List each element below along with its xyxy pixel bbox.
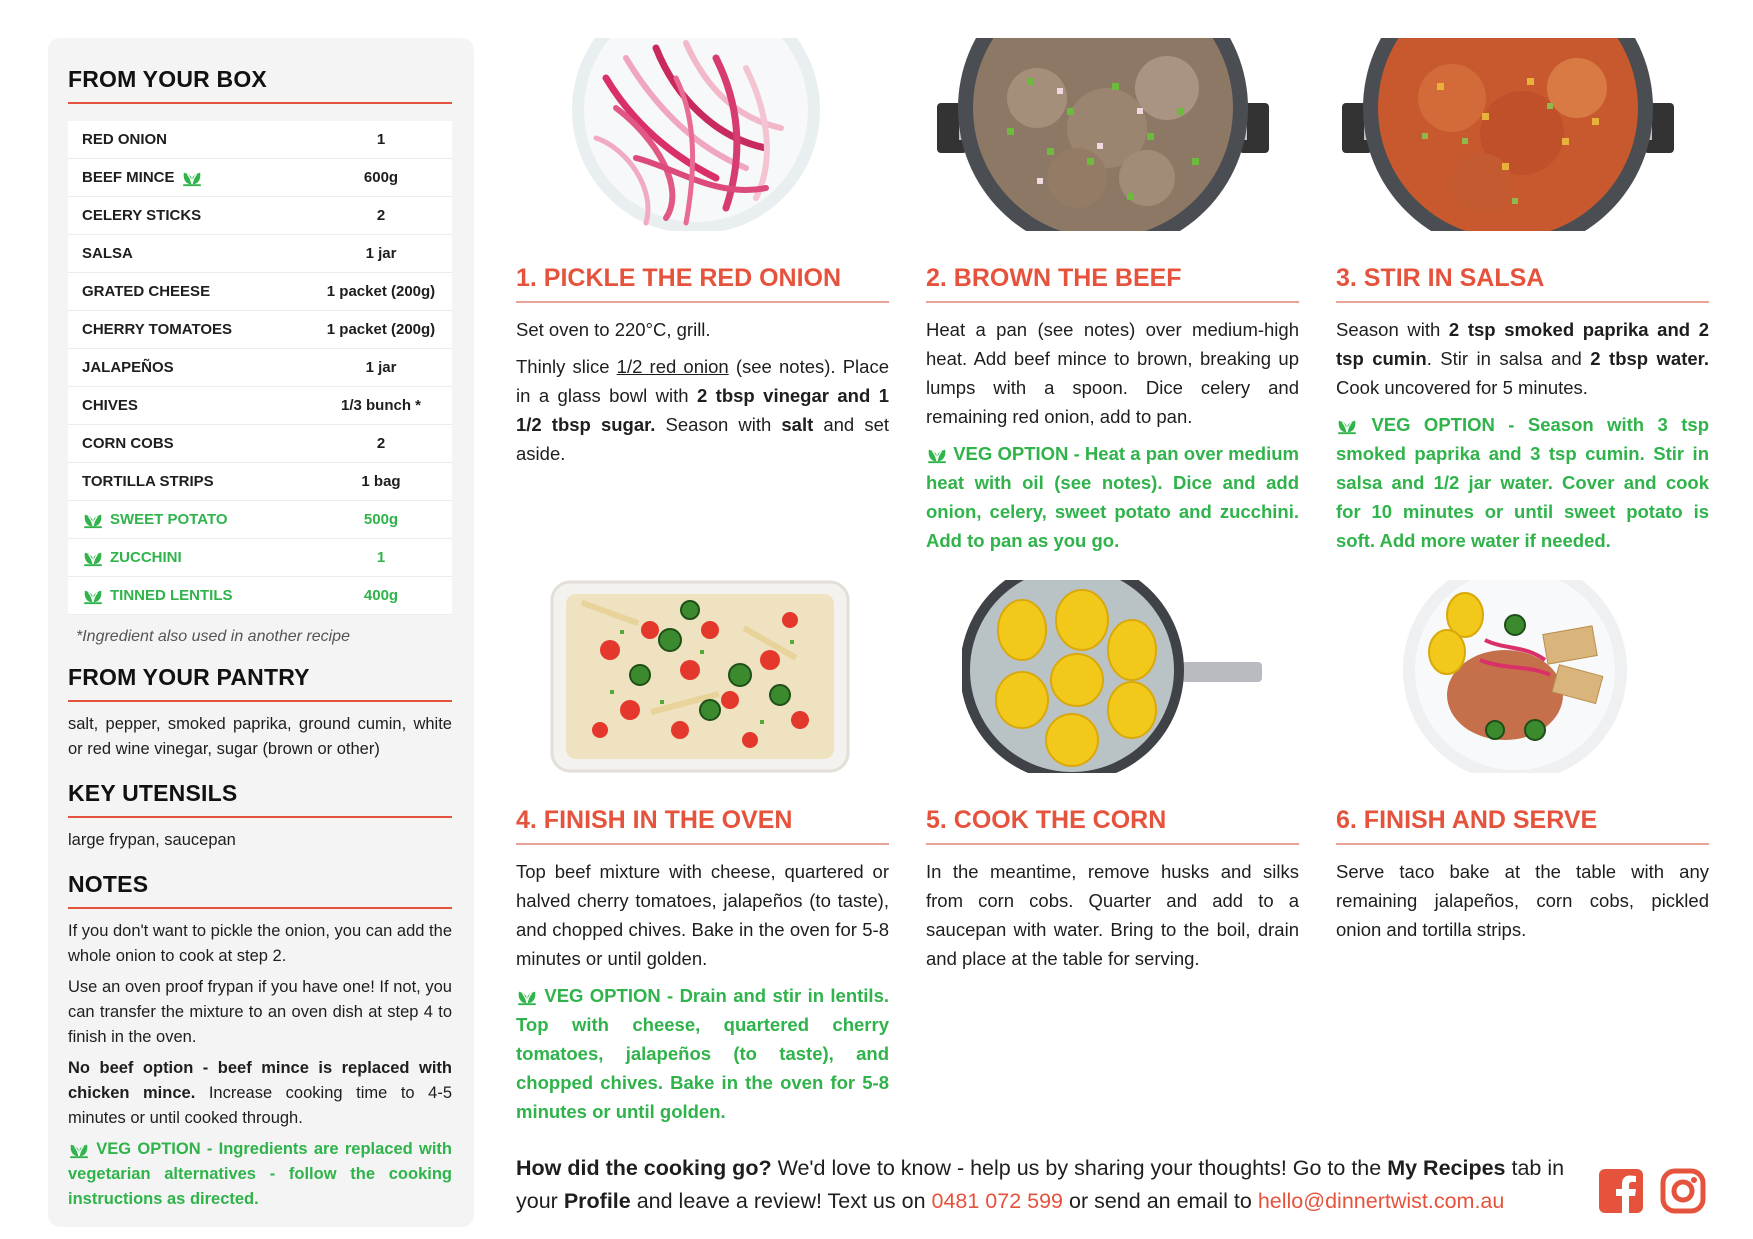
ingredient-qty: 1/3 bunch * [340, 397, 422, 414]
ingredients-sidebar [48, 38, 474, 1227]
box-heading: FROM YOUR BOX [68, 66, 452, 104]
ingredient-qty: 1 packet (200g) [326, 321, 436, 338]
ingredient-qty: 1 jar [365, 359, 397, 376]
step-1-bold-2: salt [781, 414, 814, 435]
ingredient-row [68, 159, 452, 197]
ingredient-qty: 1 [376, 549, 386, 566]
step-5-text: In the meantime, remove husks and silks from corn cobs. Quarter and add to a saucepan with water. Bring to the boil, drain and place at the table for serving. [926, 861, 1299, 969]
ingredient-qty: 1 jar [365, 245, 397, 262]
step-2-veg [926, 439, 1299, 555]
step-4-veg-text: VEG OPTION - Drain and stir in lentils. Top with cheese, quartered cherry tomatoes, jalapeños (to taste), and chopped chives. Bake in the oven for 5-8 minutes or until golden. [516, 985, 889, 1122]
ingredient-label: BEEF MINCE [82, 169, 175, 186]
note-3-bold: No beef option - beef mince is replaced with chicken mince. [68, 1059, 452, 1102]
veg-leaf-icon [516, 988, 538, 1006]
ingredient-name [68, 245, 310, 262]
step-2 [926, 264, 1299, 555]
step-6-photo [1395, 580, 1635, 773]
note-1: If you don't want to pickle the onion, you can add the whole onion to cook at step 2. [68, 922, 452, 965]
veg-leaf-icon [1336, 417, 1358, 435]
feedback-text-4: or send an email to [1063, 1189, 1258, 1213]
note-3 [68, 1056, 452, 1131]
ingredient-row [68, 425, 452, 463]
ingredient-name [68, 549, 310, 567]
feedback-text-2: tab in your [516, 1156, 1565, 1213]
phone-link[interactable]: 0481 072 599 [931, 1189, 1064, 1213]
step-3-veg [1336, 410, 1709, 555]
feedback-question: How did the cooking go? [516, 1156, 772, 1180]
ingredient-row [68, 501, 452, 539]
step-3 [1336, 264, 1709, 555]
profile-label: Profile [563, 1189, 631, 1213]
ingredient-name [68, 435, 310, 452]
footnote: *Ingredient also used in another recipe [76, 628, 350, 645]
ingredient-name [68, 587, 310, 605]
step-1 [516, 264, 889, 468]
veg-leaf-icon [68, 1141, 90, 1159]
feedback-footer [516, 1152, 1576, 1218]
step-3-bold-2: 2 tbsp water. [1590, 348, 1709, 369]
step-1-text-1: Set oven to 220°C, grill. [516, 319, 711, 340]
step-4-photo [550, 580, 850, 773]
ingredient-row [68, 273, 452, 311]
ingredient-qty: 500g [363, 511, 399, 528]
step-1-bold-1: 2 tbsp vinegar and 1 1/2 tbsp sugar. [516, 385, 889, 435]
pantry-text: salt, pepper, smoked paprika, ground cumin, white or red wine vinegar, sugar (brown or other) [68, 715, 452, 758]
veg-leaf-icon [82, 511, 104, 529]
ingredient-name [68, 169, 310, 187]
ingredient-qty: 1 packet (200g) [326, 283, 436, 300]
ingredient-name [68, 207, 310, 224]
ingredient-row [68, 121, 452, 159]
ingredient-row [68, 197, 452, 235]
note-veg [68, 1137, 452, 1212]
step-4 [516, 806, 889, 1126]
step-1-text-2a: Thinly slice [516, 356, 617, 377]
ingredient-name [68, 473, 310, 490]
ingredient-name [68, 283, 310, 300]
step-3-bold-1: 2 tsp smoked paprika and 2 tsp cumin [1336, 319, 1709, 369]
step-2-photo [937, 38, 1269, 231]
step-5-photo [962, 580, 1262, 773]
step-6-text: Serve taco bake at the table with any remaining jalapeños, corn cobs, pickled onion and tortilla strips. [1336, 861, 1709, 940]
ingredient-label: ZUCCHINI [110, 549, 182, 566]
step-1-text-2c: Season with [655, 414, 782, 435]
ingredient-label: TINNED LENTILS [110, 587, 233, 604]
utensils-text: large frypan, saucepan [68, 831, 236, 849]
ingredient-qty: 600g [363, 169, 399, 186]
instagram-icon[interactable] [1660, 1168, 1706, 1214]
beef-pan-image [937, 38, 1269, 231]
ingredient-label: RED ONION [82, 131, 168, 148]
ingredient-name [68, 359, 310, 376]
step-3-veg-text: VEG OPTION - Season with 3 tsp smoked paprika and 3 tsp cumin. Stir in salsa and 1/2 jar water. Cover and cook for 10 minutes or until sweet potato is soft. Add more water if needed. [1336, 414, 1710, 551]
ingredient-qty: 1 [376, 131, 386, 148]
step-4-veg [516, 981, 889, 1126]
ingredient-row [68, 577, 452, 615]
ingredient-qty: 2 [376, 435, 386, 452]
ingredient-label: SALSA [82, 245, 133, 262]
step-1-text-2 [516, 352, 889, 468]
ingredient-name [68, 397, 310, 414]
veg-leaf-icon [82, 549, 104, 567]
ingredient-label: GRATED CHEESE [82, 283, 211, 300]
red-onion-link[interactable]: 1/2 red onion [616, 356, 729, 377]
ingredient-name [68, 131, 310, 148]
step-2-title: 2. BROWN THE BEEF [926, 264, 1299, 303]
step-5 [926, 806, 1299, 973]
ingredient-label: CHIVES [82, 397, 138, 414]
step-6 [1336, 806, 1709, 944]
taco-bake-image [550, 580, 850, 773]
ingredient-name [68, 511, 310, 529]
veg-leaf-icon [82, 587, 104, 605]
step-3-photo [1342, 38, 1674, 231]
step-1-text-2b: (see notes). Place in a glass bowl with [516, 356, 889, 406]
step-3-text [1336, 315, 1709, 402]
notes-heading: NOTES [68, 871, 452, 909]
ingredient-row [68, 235, 452, 273]
ingredient-name [68, 321, 310, 338]
step-4-title: 4. FINISH IN THE OVEN [516, 806, 889, 845]
step-6-title: 6. FINISH AND SERVE [1336, 806, 1709, 845]
ingredients-table [68, 121, 452, 615]
note-veg-text: VEG OPTION - Ingredients are replaced with vegetarian alternatives - follow the cooking instructions as directed. [68, 1140, 452, 1208]
my-recipes-label: My Recipes [1387, 1156, 1506, 1180]
step-5-title: 5. COOK THE CORN [926, 806, 1299, 845]
step-1-text-2d: and set aside. [516, 414, 889, 464]
ingredient-row [68, 539, 452, 577]
step-1-photo [566, 38, 826, 231]
note-3-rest: Increase cooking time to 4-5 minutes or until cooked through. [68, 1084, 452, 1127]
ingredient-label: CORN COBS [82, 435, 174, 452]
veg-leaf-icon [181, 169, 203, 187]
ingredient-qty: 2 [376, 207, 386, 224]
step-3-title: 3. STIR IN SALSA [1336, 264, 1709, 303]
ingredient-row [68, 349, 452, 387]
step-3-text-b: . Stir in salsa and [1426, 348, 1591, 369]
corn-pot-image [962, 580, 1262, 773]
ingredient-row [68, 311, 452, 349]
pickled-onion-image [566, 38, 826, 231]
pantry-heading: FROM YOUR PANTRY [68, 664, 452, 702]
ingredient-row [68, 463, 452, 501]
step-1-title: 1. PICKLE THE RED ONION [516, 264, 889, 303]
step-2-veg-text: VEG OPTION - Heat a pan over medium heat with oil (see notes). Dice and add onion, celery, sweet potato and zucchini. Add to pan as you go. [926, 443, 1299, 551]
salsa-pan-image [1342, 38, 1674, 231]
ingredient-label: CHERRY TOMATOES [82, 321, 233, 338]
ingredient-label: CELERY STICKS [82, 207, 202, 224]
ingredient-qty: 1 bag [361, 473, 401, 490]
ingredient-row [68, 387, 452, 425]
feedback-text-3: and leave a review! Text us on [630, 1189, 932, 1213]
facebook-icon[interactable] [1598, 1168, 1644, 1214]
feedback-text-1: We'd love to know - help us by sharing your thoughts! Go to the [771, 1156, 1388, 1180]
veg-leaf-icon [926, 446, 948, 464]
email-link[interactable]: hello@dinnertwist.com.au [1257, 1189, 1505, 1213]
ingredient-label: TORTILLA STRIPS [82, 473, 214, 490]
step-3-text-c: Cook uncovered for 5 minutes. [1336, 377, 1588, 398]
ingredient-label: SWEET POTATO [110, 511, 228, 528]
ingredient-qty: 400g [363, 587, 399, 604]
step-2-text: Heat a pan (see notes) over medium-high heat. Add beef mince to brown, breaking up lumps with a spoon. Dice celery and remaining red onion, add to pan. [926, 319, 1299, 427]
step-4-text: Top beef mixture with cheese, quartered or halved cherry tomatoes, jalapeños (to taste), and chopped chives. Bake in the oven for 5-8 minutes or until golden. [516, 861, 889, 969]
note-2: Use an oven proof frypan if you have one! If not, you can transfer the mixture to an oven dish at step 4 to finish in the oven. [68, 978, 452, 1046]
ingredient-label: JALAPEÑOS [82, 359, 174, 376]
plated-dish-image [1395, 580, 1635, 773]
utensils-heading: KEY UTENSILS [68, 780, 452, 818]
step-3-text-a: Season with [1336, 319, 1449, 340]
